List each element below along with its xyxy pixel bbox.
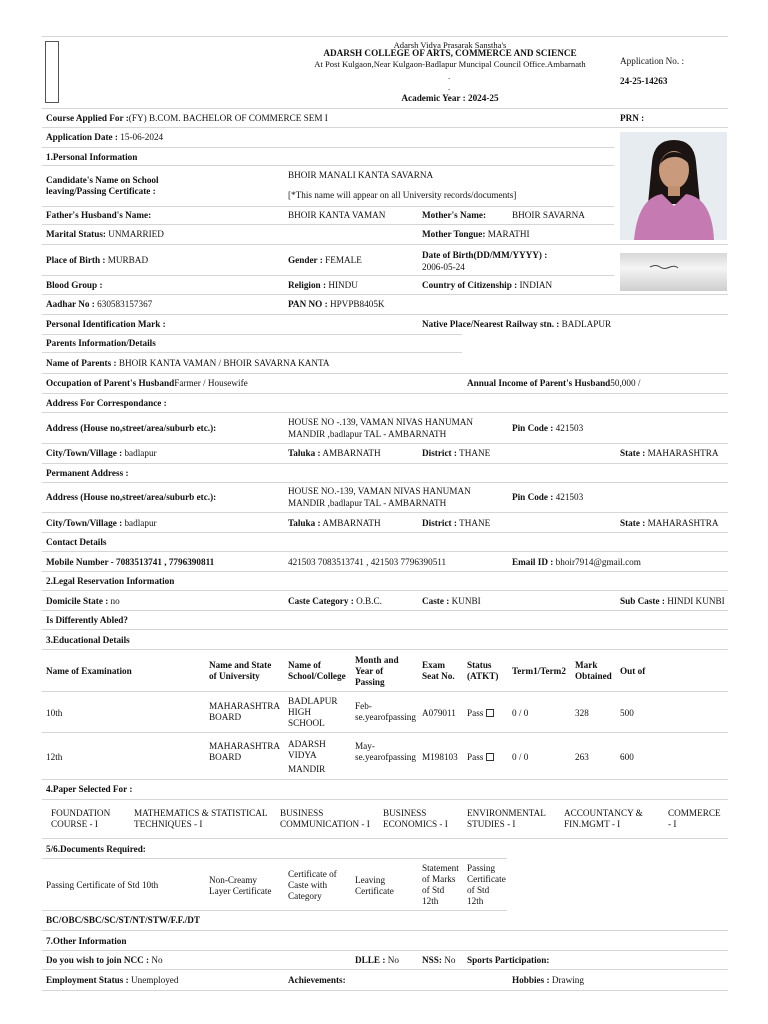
col-university: Name and State of University [209, 660, 272, 681]
section-education: 3.Educational Details [46, 635, 130, 645]
edu-row-month: May- se.yearofpassing [355, 741, 416, 762]
edu-row-term: 0 / 0 [512, 708, 529, 718]
checkbox-icon[interactable] [486, 753, 494, 761]
edu-row-mark: 328 [575, 708, 589, 718]
edu-row-term: 0 / 0 [512, 752, 529, 762]
corr-district: District : THANE [422, 448, 491, 458]
paper-item: BUSINESS ECONOMICS - I [383, 808, 448, 829]
employment-status: Employment Status : Unemployed [46, 975, 179, 985]
sports: Sports Participation: [467, 955, 550, 965]
father-value: BHOIR KANTA VAMAN [288, 210, 386, 220]
society-name: Adarsh Vidya Prasarak Sanstha's [393, 40, 507, 50]
course-applied: Course Applied For :(FY) B.COM. BACHELOR OF COMMERCE SEM I [46, 113, 328, 123]
section-documents: 5/6.Documents Required: [46, 844, 146, 854]
corr-address-line1: HOUSE NO -.139, VAMAN NIVAS HANUMAN [288, 417, 474, 427]
dlle: DLLE : No [355, 955, 399, 965]
pan: PAN NO : HPVPB8405K [288, 299, 385, 309]
paper-item: FOUNDATION COURSE - I [51, 808, 111, 829]
paper-item: MATHEMATICS & STATISTICAL TECHNIQUES - I [134, 808, 268, 829]
candidate-name: BHOIR MANALI KANTA SAVARNA [288, 170, 434, 180]
paper-item: ENVIRONMENTAL STUDIES - I [467, 808, 546, 829]
document-item: Leaving Certificate [355, 875, 394, 896]
college-address: At Post Kulgaon,Near Kulgaon-Badlapur Muncipal Council Office.Ambarnath [314, 59, 586, 69]
mother-tongue: Mother Tongue: MARATHI [422, 229, 530, 239]
col-outof: Out of [620, 666, 646, 676]
caste: Caste : KUNBI [422, 596, 481, 606]
edu-row-status: Pass [467, 708, 494, 719]
parents-occupation: Occupation of Parent's HusbandFarmer / Housewife [46, 378, 248, 388]
col-exam: Name of Examination [46, 666, 132, 676]
mother-label: Mother's Name: [422, 210, 487, 220]
dob-label: Date of Birth(DD/MM/YYYY) : [422, 250, 548, 260]
achievements: Achievements: [288, 975, 346, 985]
caste-categories: BC/OBC/SBC/SC/ST/NT/STW/F.F./DT [46, 915, 201, 925]
checkbox-icon[interactable] [486, 709, 494, 717]
edu-row-exam: 10th [46, 708, 63, 718]
prn-label: PRN : [620, 113, 645, 123]
section-correspondence: Address For Correspondance : [46, 398, 167, 408]
edu-row-outof: 500 [620, 708, 634, 718]
application-no-label: Application No. : [620, 56, 685, 66]
perm-state: State : MAHARASHTRA [620, 518, 719, 528]
section-personal: 1.Personal Information [46, 152, 138, 162]
marital-status: Marital Status: UNMARRIED [46, 229, 164, 239]
email: Email ID : bhoir7914@gmail.com [512, 557, 641, 567]
citizenship: Country of Citizenship : INDIAN [422, 280, 553, 290]
edu-row-seat: M198103 [422, 752, 458, 762]
corr-state: State : MAHARASHTRA [620, 448, 719, 458]
perm-district: District : THANE [422, 518, 491, 528]
corr-address-label: Address (House no,street/area/suburb etc.): [46, 423, 217, 433]
parents-names: Name of Parents : BHOIR KANTA VAMAN / BHOIR SAVARNA KANTA [46, 358, 330, 368]
section-parents: Parents Information/Details [46, 338, 156, 348]
col-status: Status (ATKT) [467, 660, 499, 681]
document-item: Passing Certificate of Std 12th [467, 863, 506, 906]
corr-address-line2: MANDIR ,badlapur TAL - AMBARNATH [288, 429, 447, 439]
edu-row-exam: 12th [46, 752, 63, 762]
candidate-name-note: [*This name will appear on all University records/documents] [288, 190, 517, 200]
col-month: Month and Year of Passing [355, 655, 399, 687]
application-date: Application Date : 15-06-2024 [46, 132, 164, 142]
edu-row-school: ADARSH VIDYA MANDIR [288, 739, 326, 774]
candidate-signature [620, 253, 727, 291]
perm-taluka: Taluka : AMBARNATH [288, 518, 381, 528]
paper-item: ACCOUNTANCY & FIN.MGMT - I [564, 808, 643, 829]
paper-item: COMMERCE - I [668, 808, 721, 829]
blood-group: Blood Group : [46, 280, 103, 290]
document-item: Statement of Marks of Std 12th [422, 863, 459, 906]
college-name: ADARSH COLLEGE OF ARTS, COMMERCE AND SCIENCE [323, 48, 577, 58]
edu-row-school: BADLAPUR HIGH SCHOOL [288, 696, 338, 728]
aadhar: Aadhar No : 630583157367 [46, 299, 153, 309]
mobile-label: Mobile Number - 7083513741 , 7796390811 [46, 557, 215, 567]
differently-abled: Is Differently Abled? [46, 615, 129, 625]
perm-address-line1: HOUSE NO.-139, VAMAN NIVAS HANUMAN [288, 486, 471, 496]
document-item: Passing Certificate of Std 10th [46, 880, 159, 890]
edu-row-seat: A079011 [422, 708, 456, 718]
document-item: Certificate of Caste with Category [288, 869, 337, 901]
perm-city: City/Town/Village : badlapur [46, 518, 157, 528]
col-mark: Mark Obtained [575, 660, 612, 681]
place-of-birth: Place of Birth : MURBAD [46, 255, 149, 265]
parents-income: Annual Income of Parent's Husband50,000 / [467, 378, 641, 388]
edu-row-mark: 263 [575, 752, 589, 762]
section-permanent: Permanent Address : [46, 468, 129, 478]
academic-year: Academic Year : 2024-25 [401, 93, 499, 103]
edu-row-university: MAHARASHTRA BOARD [209, 701, 280, 722]
candidate-name-label: Candidate's Name on School leaving/Passing Certificate : [46, 175, 159, 196]
perm-pin: Pin Code : 421503 [512, 492, 584, 502]
corr-city: City/Town/Village : badlapur [46, 448, 157, 458]
ncc: Do you wish to join NCC : No [46, 955, 163, 965]
section-papers: 4.Paper Selected For : [46, 784, 133, 794]
application-no: 24-25-14263 [620, 76, 668, 86]
col-term: Term1/Term2 [512, 666, 566, 676]
col-seat: Exam Seat No. [422, 660, 455, 681]
hobbies: Hobbies : Drawing [512, 975, 584, 985]
native-place: Native Place/Nearest Railway stn. : BADLAPUR [422, 319, 612, 329]
caste-category: Caste Category : O.B.C. [288, 596, 382, 606]
father-label: Father's Husband's Name: [46, 210, 152, 220]
sub-caste: Sub Caste : HINDI KUNBI [620, 596, 725, 606]
section-other: 7.Other Information [46, 936, 127, 946]
paper-item: BUSINESS COMMUNICATION - I [280, 808, 370, 829]
corr-pin: Pin Code : 421503 [512, 423, 584, 433]
col-school: Name of School/College [288, 660, 346, 681]
edu-row-university: MAHARASHTRA BOARD [209, 741, 280, 762]
mother-value: BHOIR SAVARNA [512, 210, 585, 220]
candidate-photo [620, 132, 727, 240]
section-legal: 2.Legal Reservation Information [46, 576, 175, 586]
edu-row-outof: 600 [620, 752, 634, 762]
corr-taluka: Taluka : AMBARNATH [288, 448, 381, 458]
domicile-state: Domicile State : no [46, 596, 120, 606]
identification-mark: Personal Identification Mark : [46, 319, 166, 329]
gender: Gender : FEMALE [288, 255, 362, 265]
mobile-value: 421503 7083513741 , 421503 7796390511 [288, 557, 447, 567]
edu-row-month: Feb- se.yearofpassing [355, 701, 416, 722]
perm-address-line2: MANDIR ,badlapur TAL - AMBARNATH [288, 498, 447, 508]
nss: NSS: No [422, 955, 456, 965]
religion: Religion : HINDU [288, 280, 358, 290]
section-contact: Contact Details [46, 537, 107, 547]
document-item: Non-Creamy Layer Certificate [209, 875, 272, 896]
perm-address-label: Address (House no,street/area/suburb etc.): [46, 492, 217, 502]
edu-row-status: Pass [467, 752, 494, 763]
dob-value: 2006-05-24 [422, 262, 465, 272]
